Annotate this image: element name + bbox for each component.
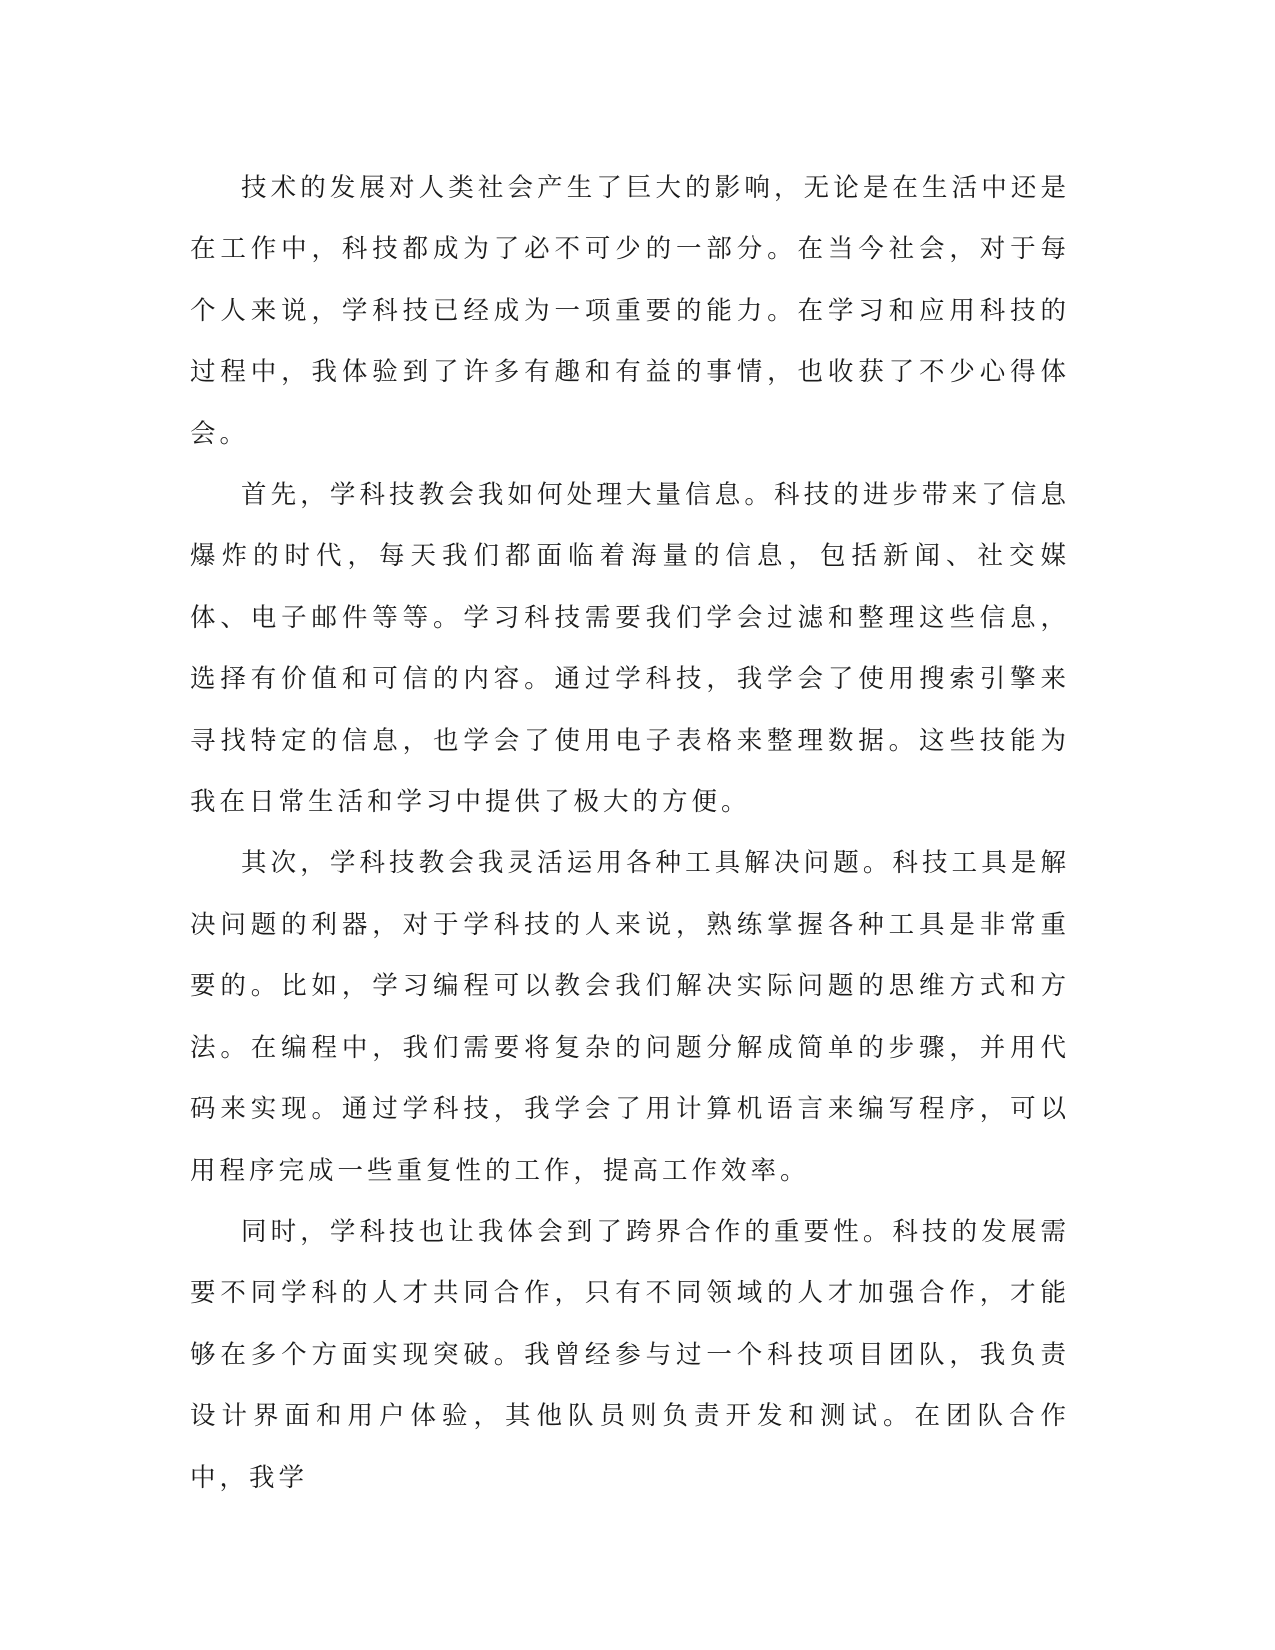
paragraph-intro: 技术的发展对人类社会产生了巨大的影响，无论是在生活中还是在工作中，科技都成为了必不可少的一部分。在当今社会，对于每个人来说，学科技已经成为一项重要的能力。在学习和应用科技的过程中，我体验到了许多有趣和有益的事情，也收获了不少心得体会。 (190, 173, 1070, 449)
paragraph-tools: 其次，学科技教会我灵活运用各种工具解决问题。科技工具是解决问题的利器，对于学科技的人来说，熟练掌握各种工具是非常重要的。比如，学习编程可以教会我们解决实际问题的思维方式和方法。在编程中，我们需要将复杂的问题分解成简单的步骤，并用代码来实现。通过学科技，我学会了用计算机语言来编写程序，可以用程序完成一些重复性的工作，提高工作效率。 (190, 848, 1070, 1186)
document-body (190, 158, 1070, 1509)
paragraph-collaboration: 同时，学科技也让我体会到了跨界合作的重要性。科技的发展需要不同学科的人才共同合作，只有不同领域的人才加强合作，才能够在多个方面实现突破。我曾经参与过一个科技项目团队，我负责设计界面和用户体验，其他队员则负责开发和测试。在团队合作中，我学 (190, 1216, 1070, 1493)
paragraph-information: 首先，学科技教会我如何处理大量信息。科技的进步带来了信息爆炸的时代，每天我们都面临着海量的信息，包括新闻、社交媒体、电子邮件等等。学习科技需要我们学会过滤和整理这些信息，选择有价值和可信的内容。通过学科技，我学会了使用搜索引擎来寻找特定的信息，也学会了使用电子表格来整理数据。这些技能为我在日常生活和学习中提供了极大的方便。 (190, 480, 1070, 818)
